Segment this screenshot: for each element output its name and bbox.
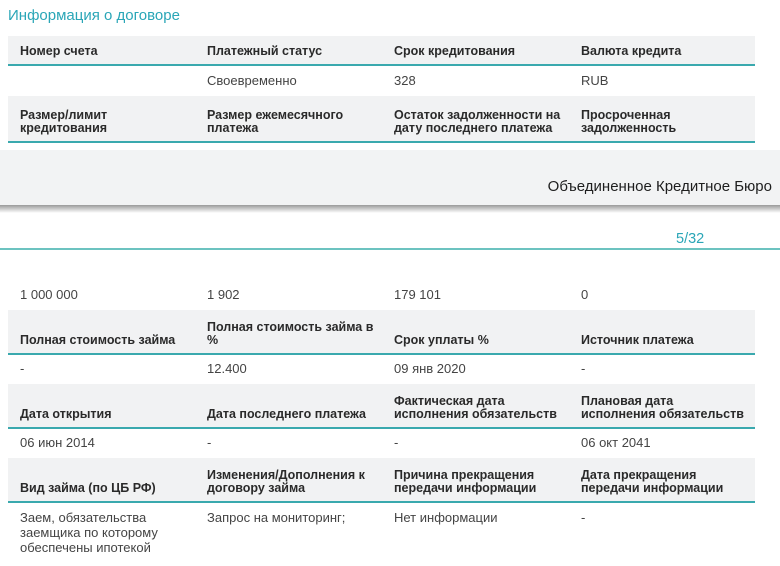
header-cell: Полная стоимость займа: [20, 333, 176, 347]
header-cell: Номер счета: [20, 44, 98, 58]
value-cell: 1 000 000: [20, 287, 78, 302]
header-row-2: [8, 96, 755, 143]
value-cell: -: [207, 435, 212, 450]
value-cell: [8, 66, 195, 96]
value-cell: 12.400: [207, 361, 247, 376]
value-cell: -: [581, 361, 586, 376]
value-cell: 328: [394, 73, 416, 88]
value-cell: 06 июн 2014: [20, 435, 95, 450]
value-cell: 0: [581, 287, 589, 302]
section-title: Информация о договоре: [8, 7, 180, 24]
header-cell: Фактическая дата исполнения обязательств: [394, 394, 557, 421]
value-cell: -: [394, 435, 399, 450]
value-row-2: [8, 280, 755, 311]
value-row-4: [8, 428, 755, 459]
header-cell: Плановая дата исполнения обязательств: [581, 394, 744, 421]
value-cell: Запрос на мониторинг;: [207, 510, 346, 525]
header-cell: Срок уплаты %: [394, 333, 489, 347]
value-cell: -: [581, 510, 586, 525]
header-cell: Дата последнего платежа: [207, 407, 367, 421]
page-divider: [0, 248, 780, 250]
header-cell: Дата прекращения передачи информации: [581, 468, 724, 495]
value-cell: Нет информации: [394, 510, 498, 525]
header-cell: Источник платежа: [581, 333, 694, 347]
value-cell: 09 янв 2020: [394, 361, 466, 376]
value-cell: 179 101: [394, 287, 441, 302]
value-cell: -: [20, 361, 25, 376]
value-cell: 06 окт 2041: [581, 435, 651, 450]
page-number: 5/32: [676, 231, 705, 247]
value-row-3: [8, 354, 755, 385]
value-cell: Заем, обязательства заемщика по которому обеспечены ипотекой: [20, 510, 158, 555]
header-cell: Причина прекращения передачи информации: [394, 468, 537, 495]
header-row-3: [8, 310, 755, 355]
header-cell: Дата открытия: [20, 407, 112, 421]
header-cell: Валюта кредита: [581, 44, 682, 58]
page-break-shadow: [0, 205, 780, 213]
header-cell: Просроченная задолженность: [581, 108, 677, 135]
value-row-1: [8, 66, 755, 97]
header-row-5: [8, 458, 755, 503]
header-cell: Срок кредитования: [394, 44, 516, 58]
header-row-1: [8, 36, 755, 66]
header-cell: Изменения/Дополнения к договору займа: [207, 468, 365, 495]
header-cell: Размер ежемесячного платежа: [207, 108, 344, 135]
header-row-4: [8, 384, 755, 429]
value-cell: 1 902: [207, 287, 240, 302]
value-row-5: [8, 510, 755, 562]
header-cell: Платежный статус: [207, 44, 323, 58]
header-cell: Размер/лимит кредитования: [20, 108, 108, 135]
header-cell: Вид займа (по ЦБ РФ): [20, 481, 156, 495]
value-cell: Своевременно: [207, 73, 297, 88]
bureau-name: Объединенное Кредитное Бюро: [547, 178, 772, 195]
header-cell: Полная стоимость займа в %: [207, 320, 374, 347]
value-cell: RUB: [581, 73, 609, 88]
header-cell: Остаток задолженности на дату последнего платежа: [394, 108, 561, 135]
